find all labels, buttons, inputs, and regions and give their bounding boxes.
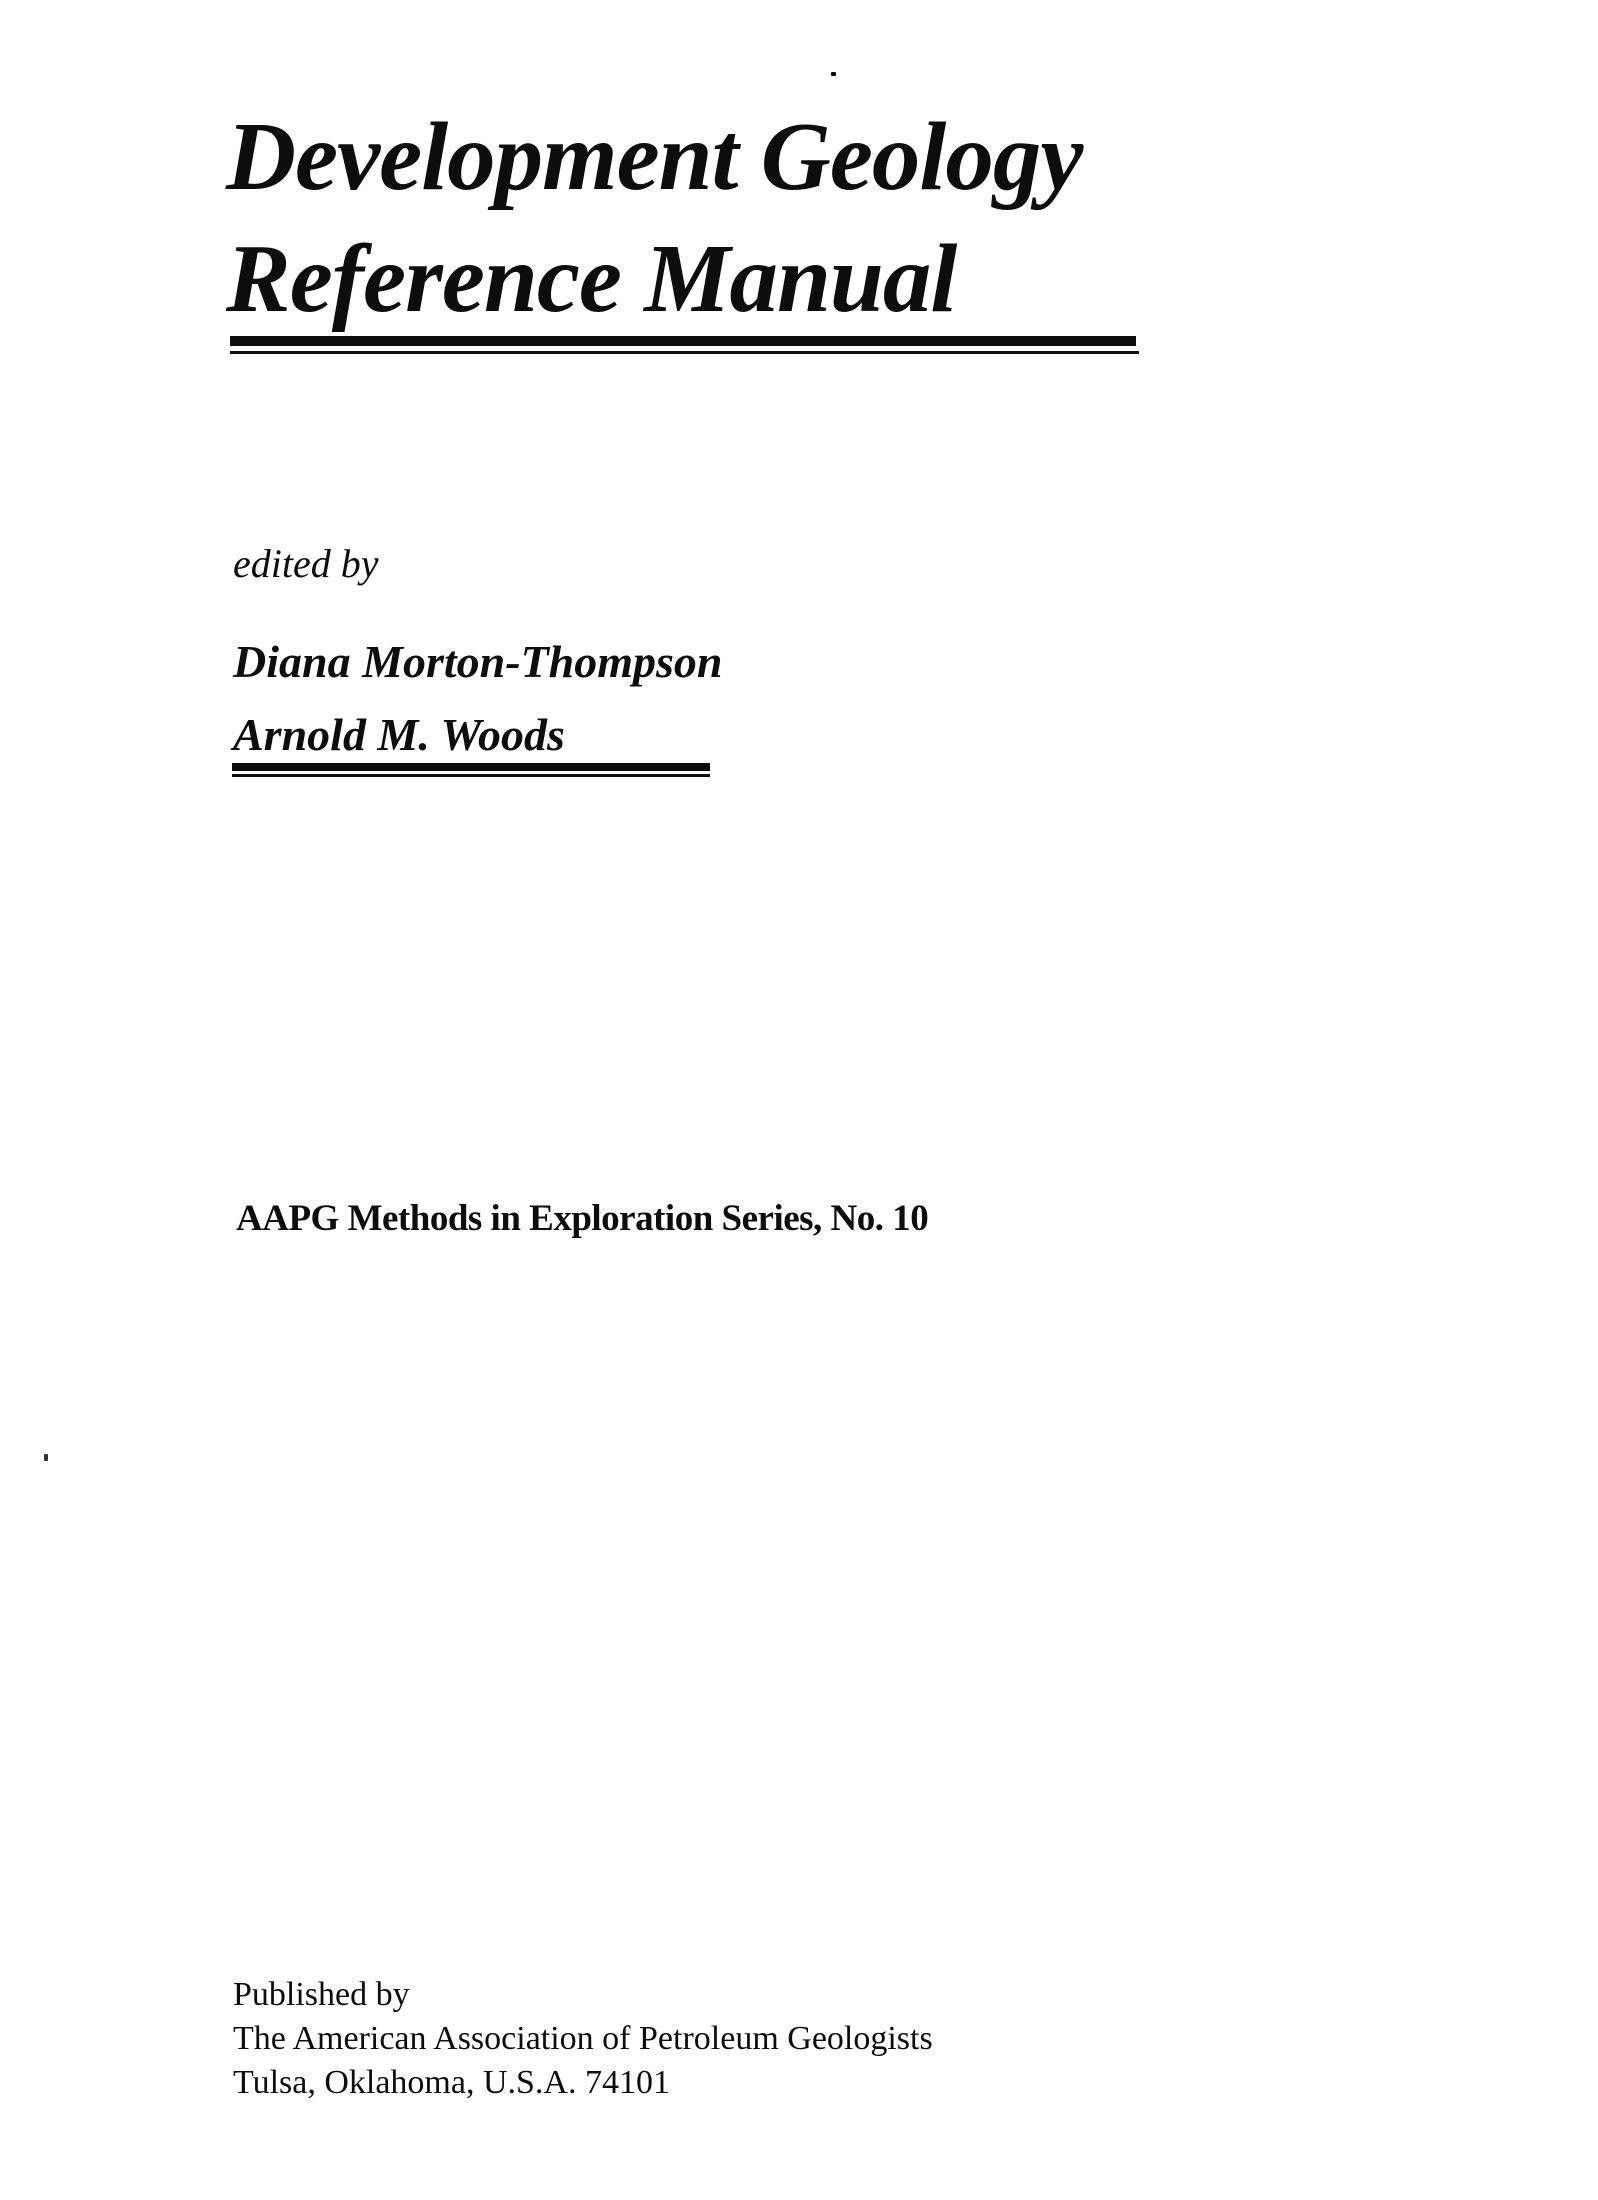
book-title-line-1: Development Geology	[226, 103, 1083, 210]
scan-speck	[831, 72, 836, 76]
publisher-line-published-by: Published by	[233, 1976, 410, 2013]
publisher-line-address: Tulsa, Oklahoma, U.S.A. 74101	[233, 2064, 670, 2101]
series-label: AAPG Methods in Exploration Series, No. 10	[236, 1198, 929, 1239]
publisher-block	[233, 1973, 933, 2105]
editors-list	[233, 625, 723, 771]
title-rule-thin-bar	[230, 351, 1139, 354]
editors-rule	[232, 763, 710, 777]
editor-name: Arnold M. Woods	[233, 709, 565, 760]
publisher-line-organization: The American Association of Petroleum Geologists	[233, 2020, 933, 2057]
editor-name: Diana Morton-Thompson	[233, 636, 723, 687]
book-title-line-2: Reference Manual	[226, 225, 957, 332]
scan-speck	[44, 1454, 48, 1461]
editors-rule-thick-bar	[232, 763, 710, 771]
title-rule-thick-bar	[230, 336, 1136, 346]
edited-by-label: edited by	[233, 541, 379, 586]
editors-rule-thin-bar	[232, 774, 710, 777]
title-rule	[230, 336, 1136, 354]
book-title	[226, 96, 1082, 340]
